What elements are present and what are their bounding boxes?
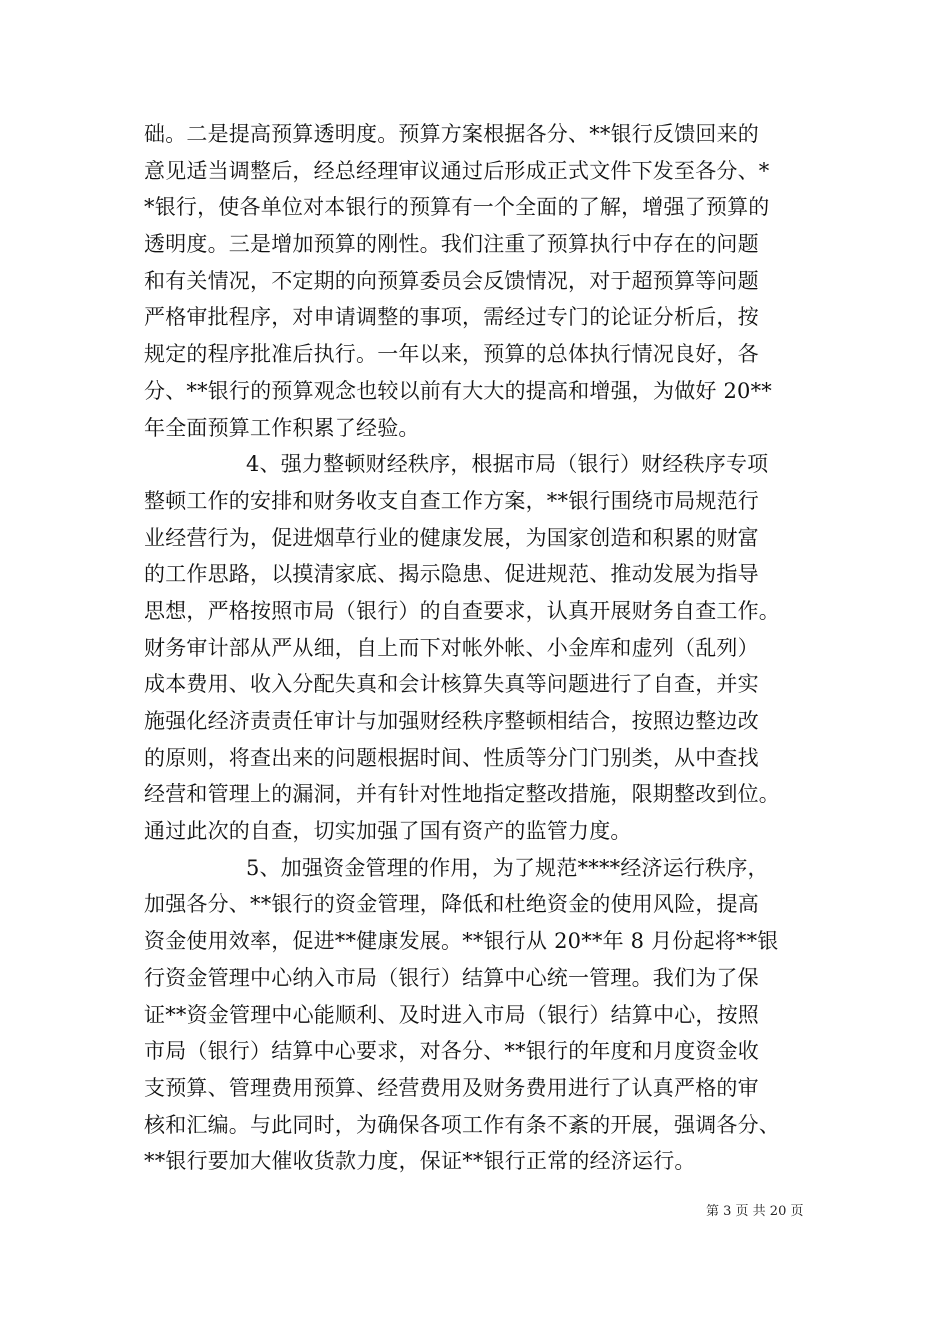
text-line: 支预算、管理费用预算、经营费用及财务费用进行了认真严格的审: [144, 1075, 759, 1100]
text-line: 核和汇编。与此同时，为确保各项工作有条不紊的开展，强调各分、: [144, 1112, 780, 1137]
text-line: **银行要加大催收货款力度，保证**银行正常的经济运行。: [144, 1149, 696, 1174]
text-line: 规定的程序批准后执行。一年以来，预算的总体执行情况良好，各: [144, 342, 759, 367]
document-body: [144, 116, 814, 1180]
text-line: 的原则，将查出来的问题根据时间、性质等分门门别类，从中查找: [144, 745, 759, 770]
text-line: 整顿工作的安排和财务收支自查工作方案，**银行围绕市局规范行: [144, 488, 759, 513]
text-line: 透明度。三是增加预算的刚性。我们注重了预算执行中存在的问题: [144, 232, 759, 257]
text-line: 行资金管理中心纳入市局（银行）结算中心统一管理。我们为了保: [144, 965, 759, 990]
text-line: 财务审计部从严从细，自上而下对帐外帐、小金库和虚列（乱列）: [144, 635, 759, 660]
text-line: 意见适当调整后，经总经理审议通过后形成正式文件下发至各分、*: [144, 158, 770, 183]
text-line: 成本费用、收入分配失真和会计核算失真等问题进行了自查，并实: [144, 672, 759, 697]
text-line: 加强各分、**银行的资金管理，降低和杜绝资金的使用风险，提高: [144, 892, 759, 917]
text-line: 施强化经济责责任审计与加强财经秩序整顿相结合，按照边整边改: [144, 709, 759, 733]
page-number-footer: 第 3 页 共 20 页: [706, 1204, 804, 1219]
text-line: 经营和管理上的漏洞，并有针对性地指定整改措施，限期整改到位。: [144, 782, 780, 807]
paragraph-heading-5: 5、加强资金管理的作用，为了规范****经济运行秩序，: [246, 855, 769, 880]
text-line: 市局（银行）结算中心要求，对各分、**银行的年度和月度资金收: [144, 1039, 759, 1064]
text-line: 分、**银行的预算观念也较以前有大大的提高和增强，为做好 20**: [144, 378, 772, 403]
text-line: 思想，严格按照市局（银行）的自查要求，认真开展财务自查工作。: [144, 598, 780, 623]
text-line: 资金使用效率，促进**健康发展。**银行从 20**年 8 月份起将**银: [144, 929, 779, 954]
text-line: 的工作思路，以摸清家底、揭示隐患、促进规范、推动发展为指导: [144, 562, 759, 587]
text-line: 和有关情况，不定期的向预算委员会反馈情况，对于超预算等问题: [144, 268, 759, 293]
text-line: 严格审批程序，对申请调整的事项，需经过专门的论证分析后，按: [144, 305, 759, 330]
text-line: 年全面预算工作积累了经验。: [144, 415, 420, 440]
text-line: 础。二是提高预算透明度。预算方案根据各分、**银行反馈回来的: [144, 122, 759, 146]
text-line: 通过此次的自查，切实加强了国有资产的监管力度。: [144, 819, 632, 844]
text-line: 业经营行为，促进烟草行业的健康发展，为国家创造和积累的财富: [144, 525, 759, 550]
text-line: *银行，使各单位对本银行的预算有一个全面的了解，增强了预算的: [144, 195, 770, 220]
text-line: 证**资金管理中心能顺利、及时进入市局（银行）结算中心，按照: [144, 1002, 759, 1027]
paragraph-heading-4: 4、强力整顿财经秩序，根据市局（银行）财经秩序专项: [246, 452, 769, 477]
